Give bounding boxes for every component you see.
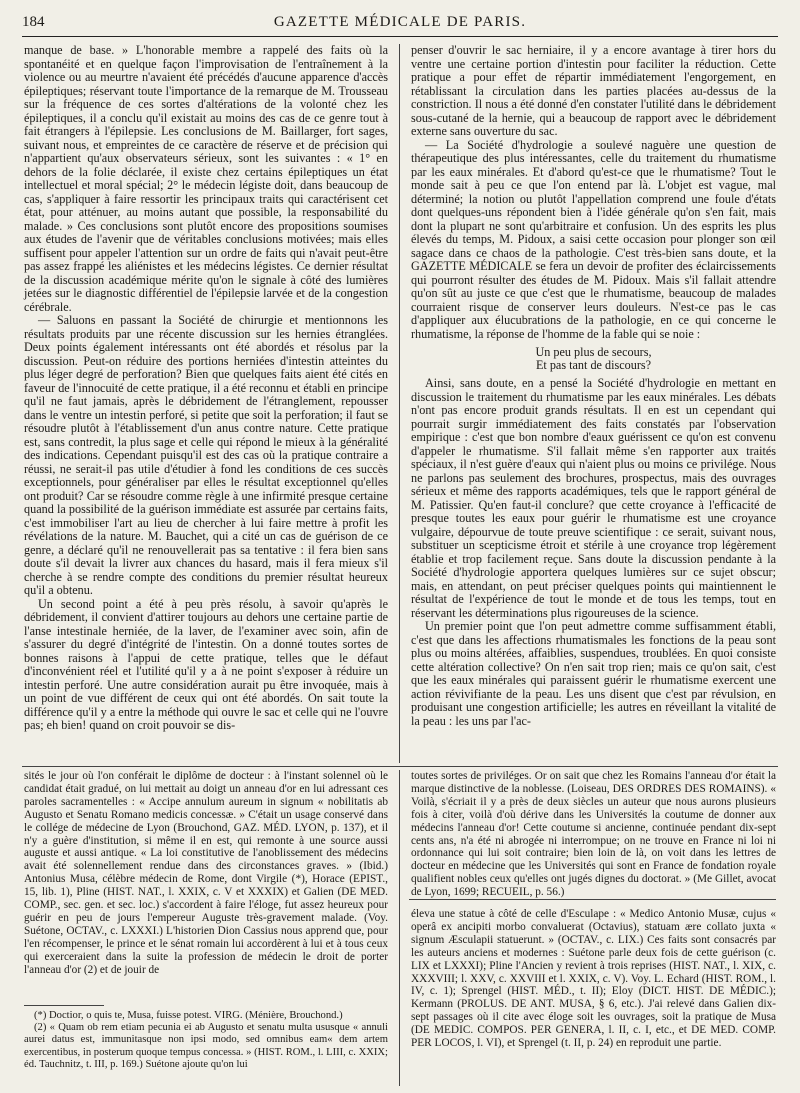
paragraph: sités le jour où l'on conférait le diplôme de docteur : à l'instant solennel où le candidat était gradué, on lui mettait au doigt un anneau d'or en lui adressant ces paroles sacramentelles : « Accipe annulum aureum in signum « nobilitatis ab Augusto et Senatu Romano medicis concessæ. » C'était un usage conservé dans le collége de médecine de Lyon (Brouchond, GAZ. MÉD. LYON, p. 137), et il n'y a guère d'institution, si même il en est, qui remonte à une source aussi auguste et aussi antique. « La loi constitutive de l'anoblissement des médecins avait été solennellement rendue dans des circonstances graves. » (Ibid.) Antonius Musa, célèbre médecin de Rome, dont Virgile (*), Horace (EPIST., 15, lib. 1), Pline (HIST. NAT., l. XXIX, c. V et XXXIX) et Galien (DE MED. COMP., sec. gen. et sec. loc.) s'accordent à faire l'éloge, fut assez heureux pour guérir en peu de jours l'empereur Auguste très-gravement malade. (Voy. Suétone, OCTAV., c. LXXXI.) L'historien Dion Cassius nous apprend que, pour l'en récompenser, le prince et le sénat romain lui accordèrent à lui et à tous ceux qui exerceraient dans la suite la profession de médecin le droit de porter l'anneau d'or (2) et de jouir de [24, 770, 388, 976]
left-column [24, 44, 388, 762]
section-rule [409, 899, 776, 900]
paragraph: éleva une statue à côté de celle d'Esculape : « Medico Antonio Musæ, cujus « operâ ex ancipiti morbo convaluerat (Octavius), statuam ære collato juxta « signum Æsculapii statuerunt. » (OCTAV., c. LIX.) Ces faits sont consacrés par les auteurs anciens et modernes : Suétone parle deux fois de cette guérison (c. LIX et LXXXI); Pline l'Ancien y revient à trois reprises (HIST. NAT., l. XIX, c. XXXVIII; l. XXV, c. XXVIII et l. XXIX, c. V). Voy. L. Echard (HIST. ROM., l. IV, c. 1); Sprengel (HIST. MÉD., t. II); Eloy (DICT. HIST. DE MÉDIC.); Kermann (PROLUS. DE ANT. MUSA, § 6, etc.). J'ai relevé dans Galien dix-sept passages où il cite avec éloge soit les ouvrages, soit la pratique de Musa (DE MEDIC. COMPOS. PER GENERA, l. II, c. I, etc., et DE MED. COMP. PER LOCOS, l. VI), et Sprengel (t. II, p. 24) en reproduit une partie. [411, 908, 776, 1050]
footnote: (*) Doctior, o quis te, Musa, fuisse potest. VIRG. (Ménière, Brouchond.) [34, 1010, 343, 1021]
header-rule [22, 36, 778, 37]
feuilleton-right-top [411, 770, 776, 899]
right-column [411, 44, 776, 762]
column-divider [399, 44, 400, 763]
paragraph: — Saluons en passant la Société de chirurgie et mentionnons les résultats produits par une récente discussion sur les hernies étranglées. Deux points également intéressants ont été abordés et résolus par la discussion. Peut-on réduire des portions herniées d'intestin atteintes du plus léger degré de perforation? Bien que quelques faits aient été cités en faveur de l'innocuité de cette pratique, il a été reconnu et établi en principe qu'il ne faut jamais, après le débridement de l'étranglement, repousser dans le ventre un intestin perforé, si petite que soit la perforation; il faut se résoudre plutôt à l'établissement d'un anus contre nature. Cette pratique est, sans contredit, la plus sage et celle qui répond le mieux à la généralité des indications. Cependant puisqu'il est des cas où la pratique contraire a réussi, ne serait-il pas utile d'étudier à fond les conditions de ces succès exceptionnels, pour généraliser par elles le résultat exceptionnel qu'elles ont produit? Car se résoudre comme règle à une infirmité presque certaine quand la possibilité de la guérison immédiate est assurée par certains faits, c'est immobiliser l'art au lieu de chercher à lui faire mettre à profit les révélations de la nature. M. Bauchet, qui a cité un cas de guérison de ce genre, a déclaré qu'il ne renouvellerait pas sa tentative : il fera bien sans doute s'il devait la livrer aux chances du hasard, mais il fera mieux s'il cherche à se rendre compte des conditions du premier résultat heureux qu'il a obtenu. [24, 313, 388, 597]
paragraph: toutes sortes de priviléges. Or on sait que chez les Romains l'anneau d'or était la marque distinctive de la noblesse. (Loiseau, DES ORDRES DES ROMAINS). « Voilà, s'écriait il y a près de deux siècles un auteur que nous aurons plusieurs fois à citer, voilà d'où dérive dans les Universités la coutume de donner aux médecins l'anneau d'or! Cette coutume si ancienne, continuée pendant dix-sept cents ans, n'a été ni abrogée ni interrompue; on ne trouve en France ni loi ni ordonnance qui lui soit contraire; bien loin de là, on voit dans les lettres de docteur en médecine que les Universités qui sont en France de fondation royale qualifient nobles ceux qu'elles ont jugés dignes du doctorat. » (Me Gillet, avocat de Lyon, 1699; RECUEIL, p. 56.) [411, 770, 776, 899]
page-number: 184 [22, 14, 45, 30]
verse-line: Un peu plus de secours, [535, 345, 652, 359]
paragraph: Un premier point que l'on peut admettre comme suffisamment établi, c'est que dans les affections rhumatismales les fonctions de la peau sont plus ou moins altérées, affaiblies, suspendues, troublées. En quoi consiste cette altération collective? On n'en sait trop rien; mais ce qu'on sait, c'est que les eaux minérales qui paraissent guérir le rhumatisme exercent une action révivifiante de la peau. Les uns disent que c'est par révulsion, en produisant une congestion artificielle; les autres en réveillant la vitalité de la peau : les uns par l'ac- [411, 619, 776, 728]
paragraph: — La Société d'hydrologie a soulevé naguère une question de thérapeutique des plus intéressantes, celle du traitement du rhumatisme par les eaux minérales. Et d'abord qu'est-ce que le rhumatisme? Tout le monde sait à peu ce que l'on entend par là. L'objet est vague, mal déterminé; la notion ou plutôt l'appellation comprend une foule d'états dont quelques-uns répondent bien à l'idée générale qu'on s'en fait, mais dont la plupart ne sont qu'arbitraire et confusion. Un des esprits les plus élevés du temps, M. Pidoux, a saisi cette occasion pour plonger son œil sagace dans ce chaos de la pathologie. C'est très-bien sans doute, et la GAZETTE MÉDICALE se fera un devoir de profiter des éclaircissements qui pourront résulter des études de M. Pidoux. Mais s'il fallait attendre qu'on sût au juste ce que c'est que le rhumatisme, beaucoup de malades courraient risque de conserver leurs douleurs. N'est-ce pas le cas d'appliquer aux élucubrations de la pathologie, en ce qui concerne le rhumatisme, la réponse de l'homme de la fable qui se noie : [411, 137, 776, 341]
column-divider [399, 770, 400, 1086]
page-header [22, 12, 778, 34]
paragraph: manque de base. » L'honorable membre a rappelé des faits où la spontanéité et en quelque façon l'improvisation de l'entraînement à la violence ou au meurtre n'avaient été précédés d'aucune apparence d'accès épileptiques; réservant toute l'importance de la remarque de M. Trousseau sur la fréquence de ces sortes d'altérations de la volonté chez les épileptiques, il a conclu qu'il existait au moins des cas de ce genre tout à fait étrangers à l'épilepsie. Les conclusions de M. Baillarger, fort sages, suivant nous, et empreintes de ce caractère de réserve et de précision qui n'appartient qu'aux observateurs sérieux, sont les suivantes : « 1° en dehors de la folie déclarée, il existe chez certains épileptiques un état intellectuel et moral spécial; 2° le médecin légiste doit, dans beaucoup de cas, s'appliquer à faire ressortir les principaux traits qui caractérisent cet état, pour atténuer, au moins autant que possible, la responsabilité du malade. » Ces conclusions sont plutôt encore des propositions soumises aux études de l'avenir que de véritables conclusions motivées; mais elles suffisent pour appeler l'attention sur un ordre de faits qui n'avait peut-être pas assez frappé les aliénistes et les médecins légistes. Ce dernier résultat de la discussion académique mérite qu'on le signale à côté des lumières jetées sur le diagnostic différentiel de l'épilepsie larvée et de la congestion cérébrale. [24, 43, 388, 314]
feuilleton-separator [22, 766, 778, 767]
footnotes [24, 1010, 388, 1090]
paragraph: Ainsi, sans doute, en a pensé la Société d'hydrologie en mettant en discussion le traitement du rhumatisme par les eaux minérales. Les débats n'ont pas encore produit grands résultats. Il en est un cependant qui pourrait surgir immédiatement des faits constatés par l'observation empirique : c'est que bon nombre d'eaux guérissent ce qu'on est convenu d'appeler le rhumatisme. S'il fallait même s'en rapporter aux traités spéciaux, il n'est guère d'eaux qui n'aient plus ou moins ce privilége. Nous ne parlons pas seulement des brochures, prospectus, mais des ouvrages sérieux et même des rapports académiques, tels que le rapport général de M. Patissier. Qu'en faut-il conclure? que cette croyance à l'efficacité de presque toutes les eaux pour guérir le rhumatisme est une croyance vulgaire, dépourvue de toute preuve scientifique : ce serait, suivant nous, substituer un scepticisme étroit et stérile à une croyance trop légèrement établie et trop facilement reçue. Sans doute la discussion pendante à la Société d'hydrologie apportera quelques lumières sur ce sujet obscur; mais, en attendant, on peut préciser quelques points qui maintiennent le résultat de l'expérience de tout le monde et de tous les temps, tout en réservant les déterminations plus rigoureuses de la science. [411, 376, 776, 620]
feuilleton-right-bottom [411, 908, 776, 1088]
publication-title: GAZETTE MÉDICALE DE PARIS. [273, 14, 527, 30]
footnote: (2) « Quam ob rem etiam pecunia ei ab Augusto et senatu multa ususque « annuli aurei datus est, immunitasque non ipsi modo, sed omnibus eam« dem artem exercentibus, in posterum quoque tempus concessa. » (HIST. ROM., l. LIII, c. XXIX; éd. Tauchnitz, t. III, p. 169.) Suétone ajoute qu'on lui [24, 1022, 388, 1070]
paragraph: penser d'ouvrir le sac herniaire, il y a encore avantage à tirer hors du ventre une certaine portion d'intestin pour faciliter la réduction. Cette pratique a pour effet de répartir immédiatement l'engorgement, en rétablissant la circulation dans les parties placées au-dessus de la constriction. Il nous a été donné d'en constater l'utilité dans le débridement sous-cutané de la hernie, qui a beaucoup de rapport avec le débridement externe sans ouverture du sac. [411, 43, 776, 138]
verse-line: Et pas tant de discours? [535, 358, 652, 372]
verse-quote [411, 346, 776, 372]
feuilleton-left [24, 770, 388, 1002]
paragraph: Un second point a été à peu près résolu, à savoir qu'après le débridement, il convient d'attirer toujours au dehors une certaine partie de l'anse intestinale herniée, de la laver, de l'examiner avec soin, afin de s'assurer du degré d'intégrité de l'intestin. On a donné toutes sortes de bonnes raisons à l'appui de cette pratique, telles que le défaut d'inconvénient réel et l'utilité qu'il y a à ne point s'exposer à réduire un intestin perforé. Une autre considération aurait pu être invoquée, mais à un point de vue différent de ceux qui ont été abordés. On sait toute la différence qu'il y a entre la méthode qui ouvre le sac et celle qui ne l'ouvre pas; eh bien! quand on croit pouvoir se dis- [24, 596, 388, 732]
footnote-rule [24, 1005, 104, 1006]
